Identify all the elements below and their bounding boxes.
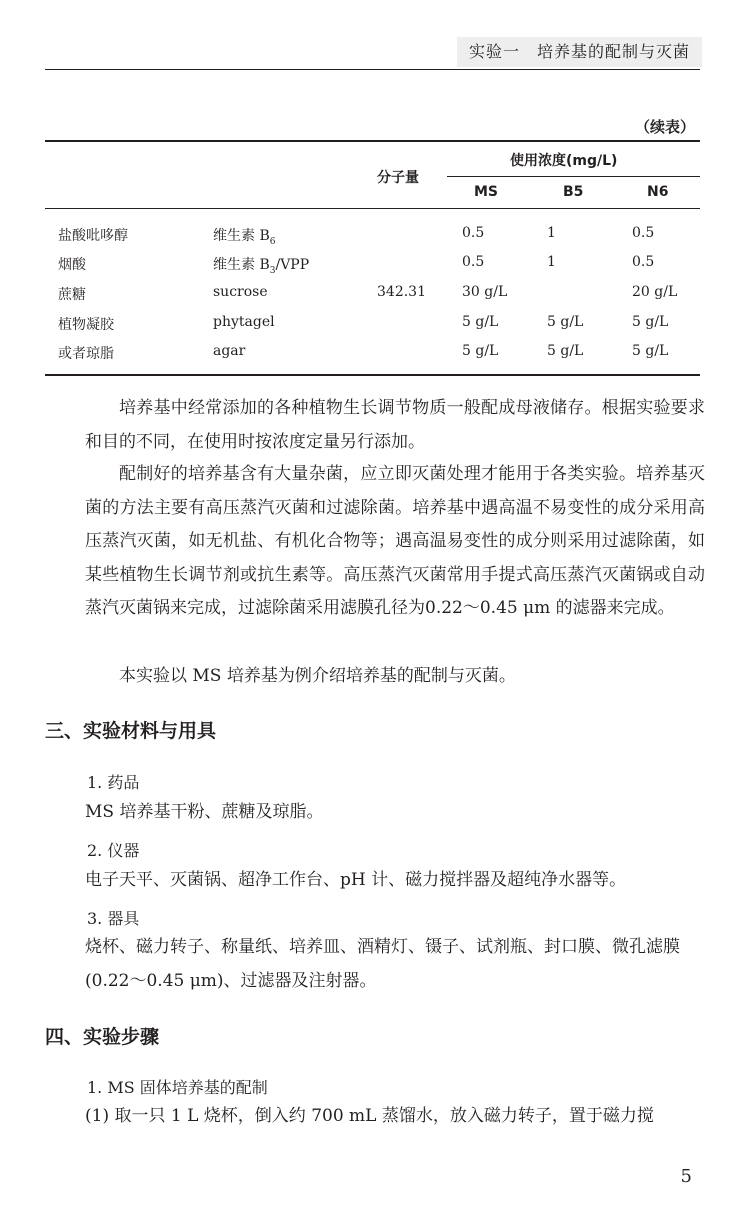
cell-ms: 30 g/L [462, 284, 508, 300]
head-ms: MS [474, 184, 499, 200]
head-n6: N6 [647, 184, 669, 200]
table-row [0, 343, 750, 373]
cell-name: 烟酸 [58, 257, 86, 273]
body-paragraph: 配制好的培养基含有大量杂菌，应立即灭菌处理才能用于各类实验。培养基灭菌的方法主要有高压蒸汽灭菌和过滤除菌。培养基中遇高温不易变性的成分采用高压蒸汽灭菌，如无机盐、有机化合物等；遇高温易变性的成分则采用过滤除菌，如某些植物生长调节剂或抗生素等。高压蒸汽灭菌常用手提式高压蒸汽灭菌锅或自动蒸汽灭菌锅来完成，过滤除菌采用滤膜孔径为0.22～0.45 μm 的滤器来完成。 [85, 464, 705, 618]
head-sub-rule [447, 176, 700, 177]
cell-b5: 5 g/L [547, 343, 584, 359]
list-item-label: 2. 仪器 [87, 841, 140, 860]
cell-name: 蔗糖 [58, 287, 86, 303]
cell-ms: 0.5 [462, 254, 485, 270]
list-item-text: (0.22～0.45 μm)、过滤器及注射器。 [85, 971, 377, 991]
list-item-text: 电子天平、灭菌锅、超净工作台、pH 计、磁力搅拌器及超纯净水器等。 [85, 870, 627, 890]
cell-b5: 1 [547, 225, 556, 241]
list-item-text: 烧杯、磁力转子、称量纸、培养皿、酒精灯、镊子、试剂瓶、封口膜、微孔滤膜 [85, 937, 680, 957]
cell-n6: 0.5 [632, 254, 655, 270]
step-text: (1) 取一只 1 L 烧杯，倒入约 700 mL 蒸馏水，放入磁力转子，置于磁力搅 [85, 1106, 654, 1126]
list-item-label: 1. 药品 [87, 773, 140, 792]
list-item-text: MS 培养基干粉、蔗糖及琼脂。 [85, 802, 324, 822]
running-header: 实验一 培养基的配制与灭菌 [457, 37, 702, 67]
table-top-rule [45, 140, 700, 142]
header-rule [45, 69, 700, 70]
cell-alias: 维生素 $B_6$ [213, 228, 276, 247]
table-continued-label: （续表） [634, 118, 695, 136]
cell-alias: 维生素 $B_3$/VPP [213, 257, 310, 276]
section-heading: 三、实验材料与用具 [45, 720, 217, 742]
cell-ms: 5 g/L [462, 314, 499, 330]
head-molecular-weight: 分子量 [377, 170, 419, 186]
table-row [0, 254, 750, 284]
body-paragraph: 本实验以 MS 培养基为例介绍培养基的配制与灭菌。 [119, 666, 516, 686]
cell-ms: 0.5 [462, 225, 485, 241]
head-b5: B5 [563, 184, 584, 200]
cell-n6: 5 g/L [632, 314, 669, 330]
cell-n6: 0.5 [632, 225, 655, 241]
cell-alias: phytagel [213, 314, 275, 330]
cell-b5: 5 g/L [547, 314, 584, 330]
table-row [0, 225, 750, 255]
table-head-rule [45, 208, 700, 209]
head-concentration: 使用浓度(mg/L) [510, 153, 618, 169]
cell-n6: 20 g/L [632, 284, 678, 300]
table-row [0, 314, 750, 344]
cell-b5: 1 [547, 254, 556, 270]
list-item-label: 1. MS 固体培养基的配制 [87, 1078, 268, 1097]
cell-ms: 5 g/L [462, 343, 499, 359]
list-item-label: 3. 器具 [87, 909, 140, 928]
cell-alias: sucrose [213, 284, 268, 300]
page-number: 5 [680, 1166, 692, 1187]
cell-alias: agar [213, 343, 246, 359]
cell-name: 或者琼脂 [58, 346, 114, 362]
table-row [0, 284, 750, 314]
cell-name: 盐酸吡哆醇 [58, 228, 128, 244]
cell-n6: 5 g/L [632, 343, 669, 359]
section-heading: 四、实验步骤 [45, 1026, 160, 1048]
body-paragraph: 培养基中经常添加的各种植物生长调节物质一般配成母液储存。根据实验要求和目的不同，在使用时按浓度定量另行添加。 [85, 398, 705, 452]
cell-mw: 342.31 [377, 284, 426, 300]
table-bottom-rule [45, 374, 700, 376]
cell-name: 植物凝胶 [58, 317, 114, 333]
